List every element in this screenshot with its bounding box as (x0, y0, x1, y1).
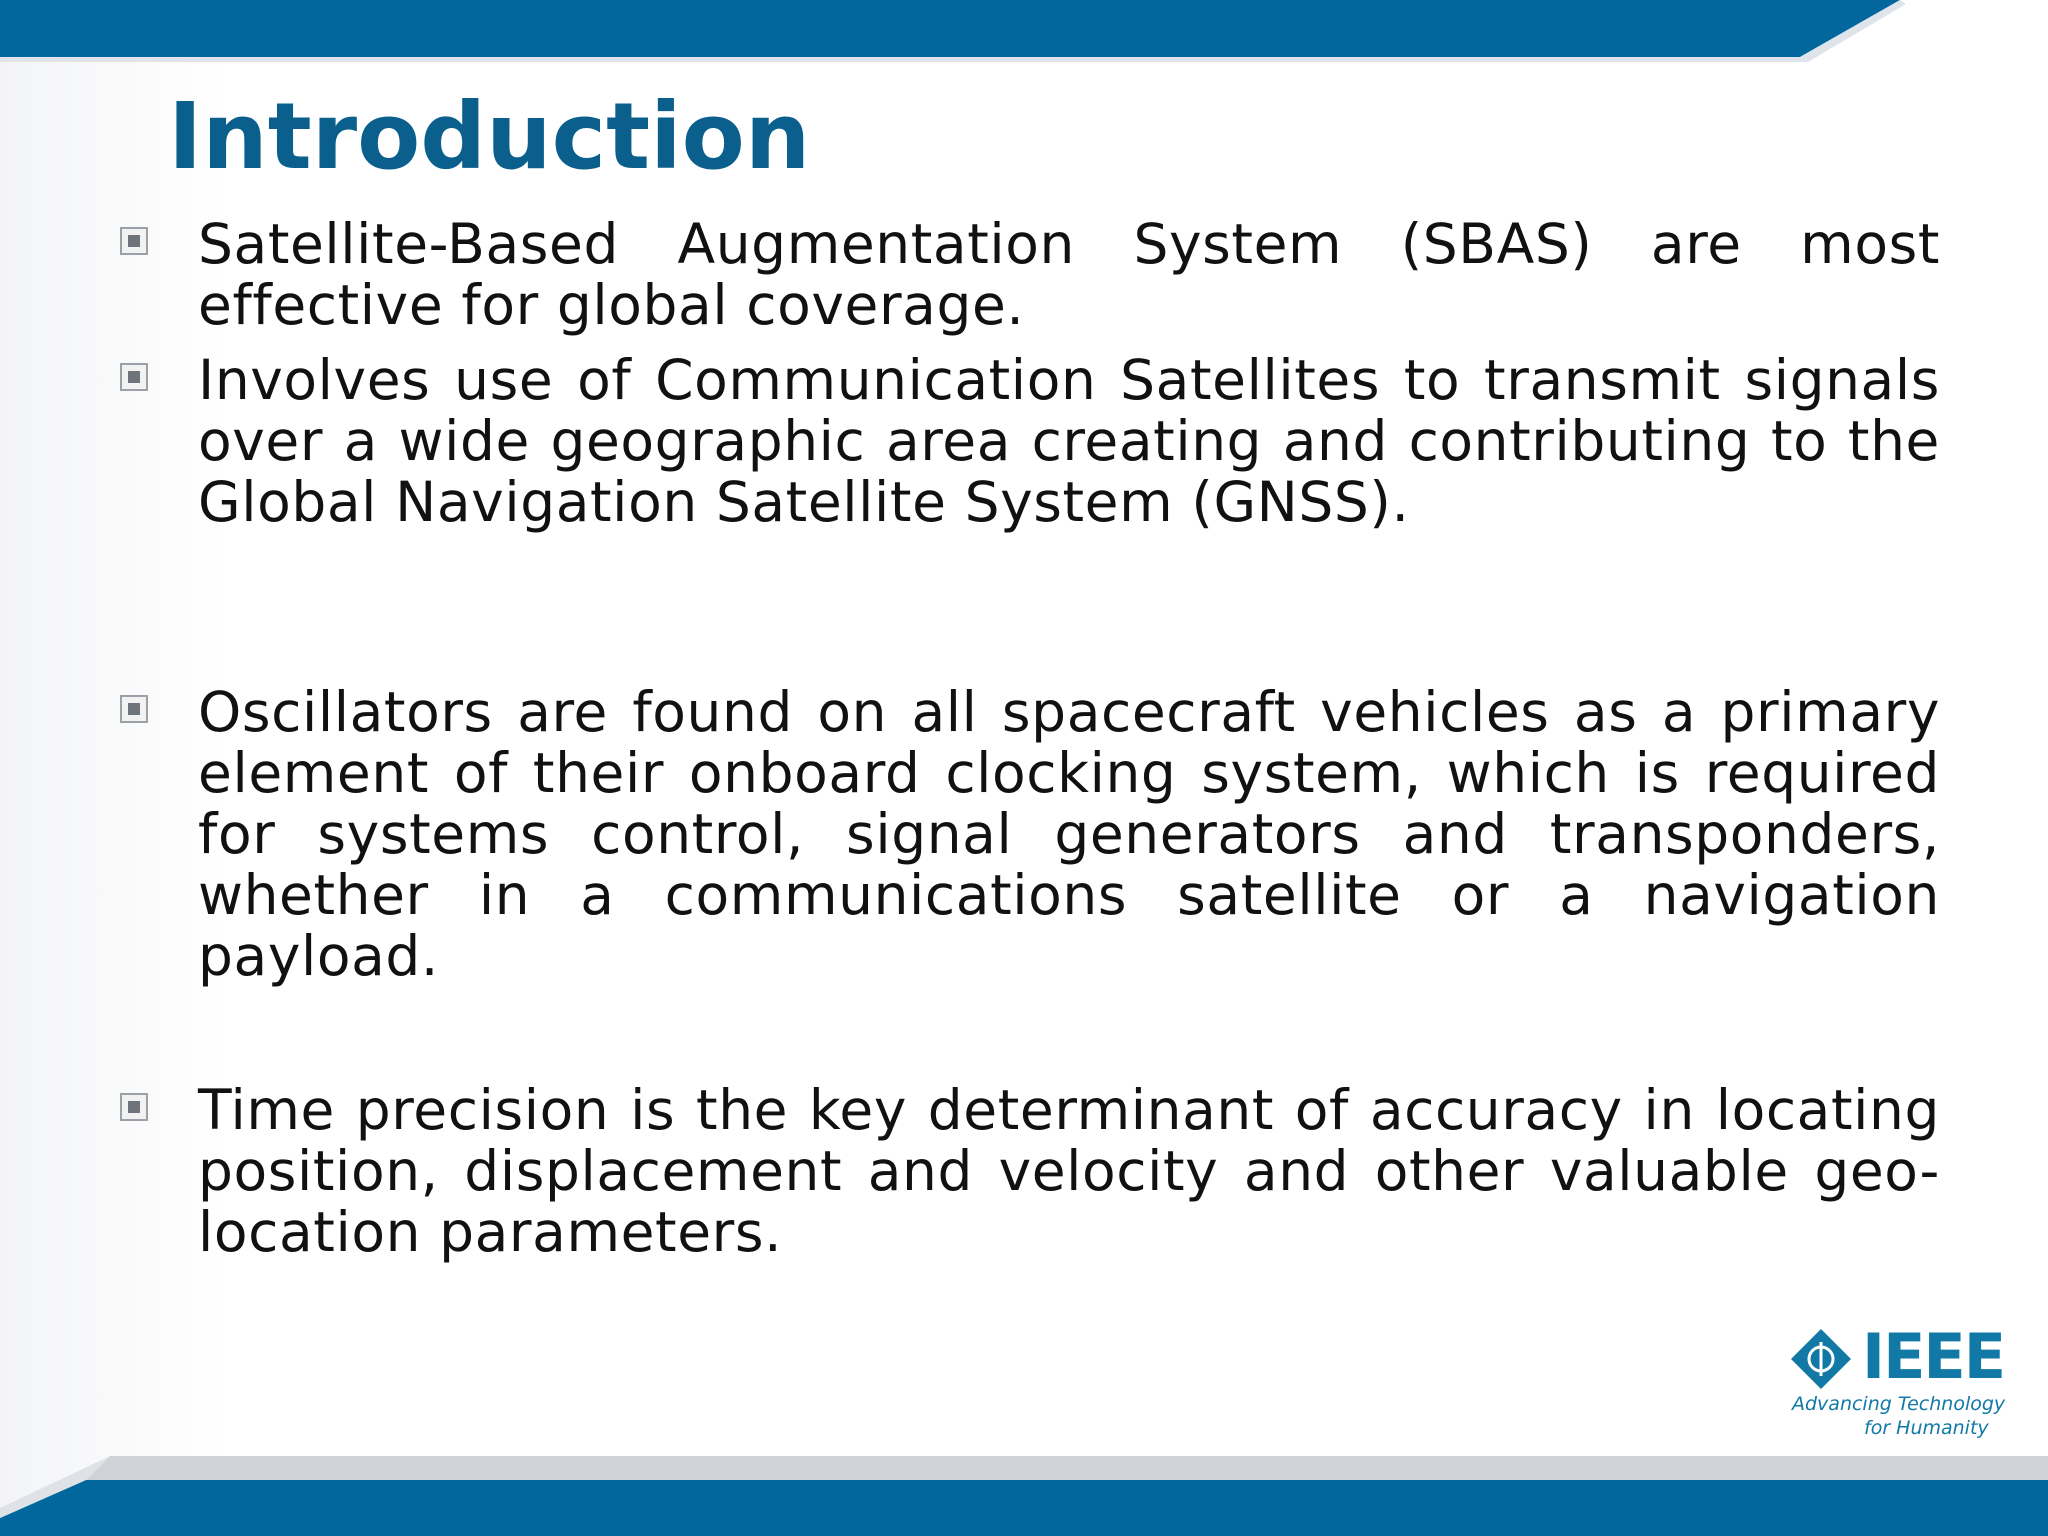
logo-wordmark: IEEE (1862, 1320, 2005, 1393)
ieee-diamond-icon (1790, 1328, 1852, 1390)
square-bullet-icon (120, 227, 148, 255)
bullet-text: Involves use of Communication Satellites to transmit signals over a wide geographic area creating and contributing to the Global Navigation Satellite System (GNSS). (198, 348, 1940, 534)
square-bullet-icon (120, 1093, 148, 1121)
square-bullet-icon (120, 363, 148, 391)
logo-tagline-line1: Advancing Technology (1792, 1393, 2006, 1415)
bullet-text: Satellite-Based Augmentation System (SBAS) are most effective for global coverage. (198, 212, 1940, 337)
bullet-text: Oscillators are found on all spacecraft vehicles as a primary element of their onboard clocking system, which is required for systems control, signal generators and transponders, whether in a communications satellite or a navigation payload. (198, 680, 1940, 988)
bottom-banner (0, 1456, 2048, 1536)
square-bullet-icon (120, 695, 148, 723)
slide-title: Introduction (168, 83, 811, 190)
bullet-text: Time precision is the key determinant of accuracy in locating position, displacement and velocity and other valuable geo-location parameters. (198, 1078, 1940, 1264)
ieee-logo (1788, 1320, 2006, 1444)
logo-tagline-line2: for Humanity (1864, 1417, 1989, 1439)
